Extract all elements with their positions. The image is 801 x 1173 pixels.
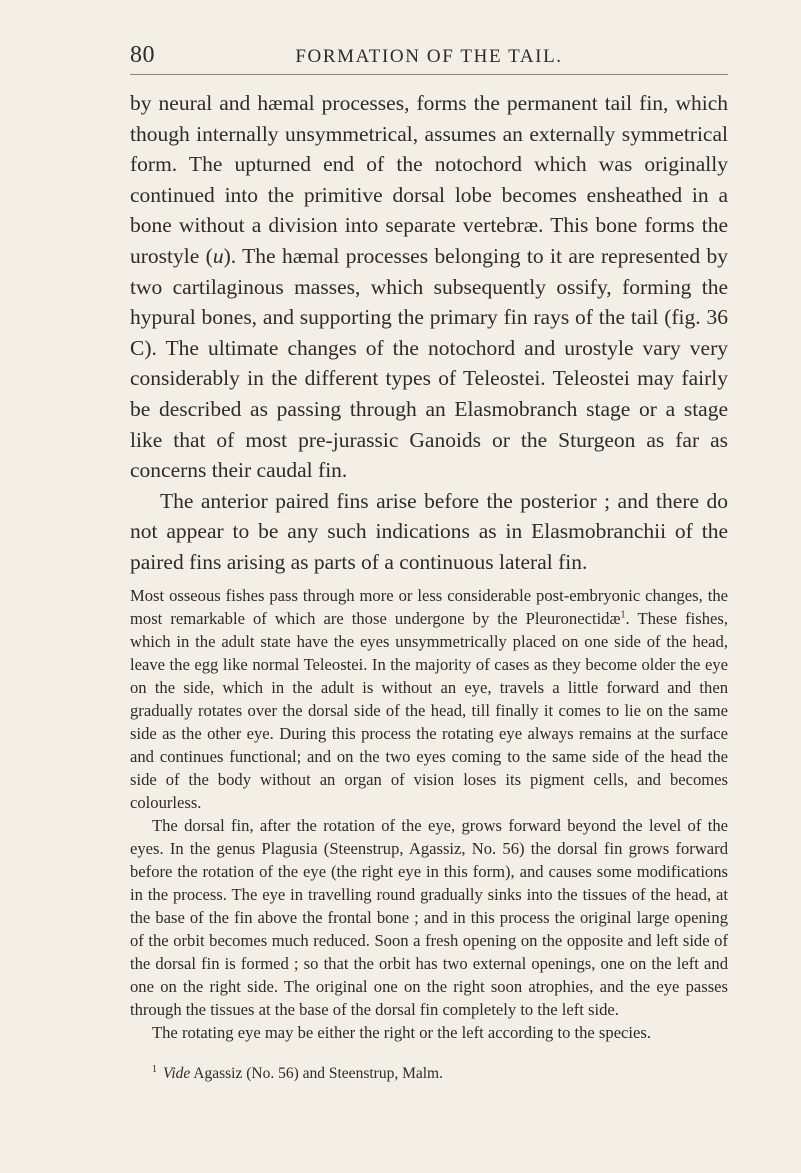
paragraph: The anterior paired fins arise before the posterior ; and there do not appear to be any such indications as in Elasmobranchii of the paired fins arising as parts of a continuous lateral fin. xyxy=(130,488,728,574)
body-text xyxy=(130,88,728,1084)
page-header xyxy=(130,38,728,75)
footnote-italic: Vide xyxy=(163,1064,191,1082)
paragraph xyxy=(130,88,728,486)
footnote-mark: 1 xyxy=(152,1063,157,1075)
italic-label: u xyxy=(212,243,224,268)
paragraph-text: by neural and hæmal processes, forms the permanent tail fin, which though internally unsymmetrical, assumes an externally symmetrical form. The upturned end of the notochord which was originally continued into the primitive dorsal lobe becomes ensheathed in a bone without a division into separate vertebræ. This bone forms the urostyle ( xyxy=(130,91,728,268)
paragraph: The dorsal fin, after the rotation of the eye, grows forward beyond the level of the eyes. In the genus Plagusia (Steenstrup, Agassiz, No. 56) the dorsal fin grows forward before the rotation of the eye (the right eye in this form), and causes some modifications in the process. The eye in travelling round gradually sinks into the tissues of the head, at the base of the fin above the frontal bone ; and in this process the original large opening of the orbit becomes much reduced. Soon a fresh opening on the opposite and left side of the dorsal fin is formed ; so that the orbit has two external openings, one on the left and one on the right side. The original one on the right soon atrophies, and the eye passes through the tissues at the base of the dorsal fin completely to the left side. xyxy=(130,815,728,1019)
footnote-text: Agassiz (No. 56) and Steenstrup, Malm. xyxy=(190,1064,443,1082)
paragraph xyxy=(130,584,728,814)
paragraph-text: Most osseous fishes pass through more or less considerable post-embryonic changes, the most remarkable of which are those undergone by the Pleuronectidæ xyxy=(130,585,728,628)
running-head: FORMATION OF THE TAIL. xyxy=(295,46,563,67)
paragraph-text: ). The hæmal processes belonging to it are represented by two cartilaginous masses, which subsequently ossify, forming the hypural bones, and supporting the primary fin rays of the tail (fig. 36 C). The ultimate changes of the notochord and urostyle vary very considerably in the different types of Teleostei. Teleostei may fairly be described as passing through an Elasmobranch stage or a stage like that of most pre-jurassic Ganoids or the Sturgeon as far as concerns their caudal fin. xyxy=(130,243,728,483)
paragraph: The rotating eye may be either the right or the left according to the species. xyxy=(152,1022,652,1042)
main-text-section xyxy=(130,88,728,578)
footnote xyxy=(130,1060,728,1084)
paragraph-text: . These fishes, which in the adult state have the eyes unsymmetrically placed on one side of the head, leave the egg like normal Teleostei. In the majority of cases as they become older the eye on the side, which in the adult is without an eye, travels a little forward and then gradually rotates over the dorsal side of the head, till finally it comes to lie on the same side as the other eye. During this process the rotating eye always remains at the surface and continues functional; and on the two eyes coming to the same side of the head the side of the body without an organ of vision loses its pigment cells, and becomes colourless. xyxy=(130,608,728,812)
page-number: 80 xyxy=(130,42,155,68)
footnote-reference: 1 xyxy=(620,608,626,620)
small-print-section xyxy=(130,584,728,1044)
